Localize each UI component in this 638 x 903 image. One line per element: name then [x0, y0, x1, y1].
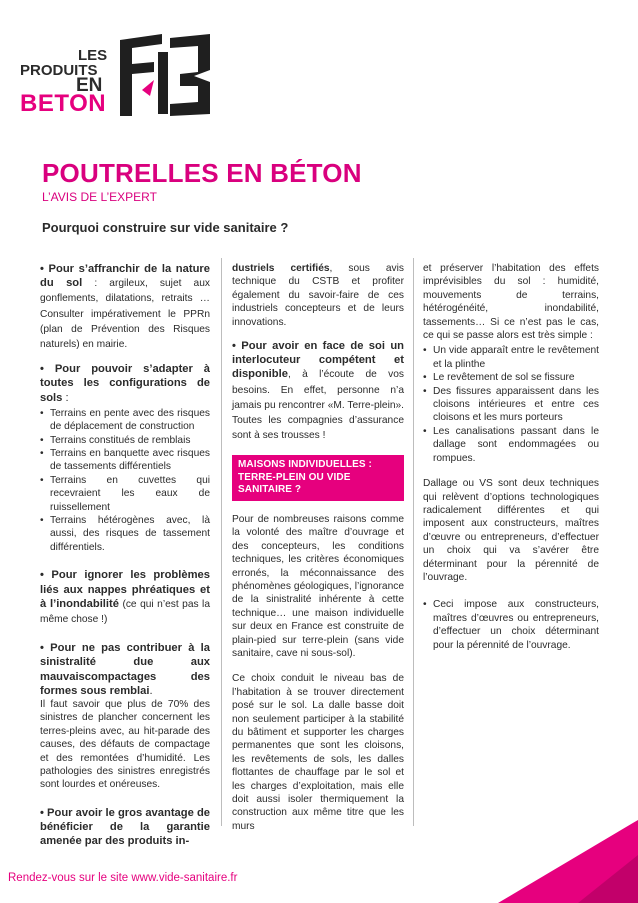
col2-heading-2 [232, 339, 404, 443]
footer-website-link[interactable]: Rendez-vous sur le site www.vide-sanitaire.fr [8, 872, 238, 884]
col1-heading-2-tail: : [62, 391, 69, 404]
col2-heading-2-text: • Pour avoir en face de soi un interlocuteur compétent et disponible [232, 340, 404, 381]
list-item: • Le revêtement de sol se fissure [423, 371, 599, 384]
col1-heading-5: • Pour avoir le gros avantage de bénéficier de la garantie amenée par des produits in- [40, 806, 210, 848]
page-subtitle: L’AVIS DE L’EXPERT [42, 190, 157, 204]
list-item: • Terrains hétérogènes avec, là aussi, des risques de tassement différentiels. [40, 514, 210, 554]
list-item: • Ceci impose aux constructeurs, maîtres d’œuvres ou entrepreneurs, d’effectuer un choix déterminant pour la pérennité de l’ouvrage. [423, 598, 599, 652]
col3-conclusion-list [423, 598, 599, 652]
column-3 [423, 262, 599, 652]
col2-paragraph-3: Pour de nombreuses raisons comme la volonté des maître d’ouvrage et des concepteurs, les conditions techniques, les critères économiques erronés, la méconnaissance des phénomènes géologiques, l’ignorance de la sinistralité inhérente à cette technique… une maison individuelle sur deux en France est construite de plain-pied sur terre-plein (sans vide sanitaire, cave ni sous-sol). [232, 513, 404, 660]
col1-paragraph-4: Il faut savoir que plus de 70% des sinistres de plancher concernent les terres-pleins avec, au hit-parade des causes, des défauts de compactage et des remontées d’humidité. Les pathologies des sinistres enregistrés sont lourdes et onéreuses. [40, 698, 210, 791]
list-item: • Les canalisations passant dans le dallage sont endommagées ou rompues. [423, 425, 599, 465]
fib-monogram-icon [114, 30, 214, 120]
list-item: • Un vide apparaît entre le revêtement et la plinthe [423, 344, 599, 371]
col2-paragraph-2: , à l’écoute de vos besoins. En effet, personne n’a jamais pu rencontrer «M. Terre-plein». Toutes les compagnies d’assurance sont à ses trousses ! [232, 369, 404, 442]
list-item: • Terrains en pente avec des risques de déplacement de construction [40, 407, 210, 434]
column-1 [40, 262, 210, 848]
logo-produits: PRODUITS [20, 62, 98, 79]
col1-heading-4-text: • Pour ne pas contribuer à la sinistralité due aux mauvaiscompactages des formes sous remblai [40, 642, 210, 697]
col1-heading-3-tail: (ce qui n’est pas la même chose !) [40, 598, 210, 625]
col1-heading-3-text: • Pour ignorer les problèmes liés aux nappes phréatiques et à l’inondabilité [40, 569, 210, 610]
column-divider [221, 258, 222, 826]
col2-paragraph-1-text: , sous avis technique du CSTB et profiter également du savoir-faire de ces industriels concepteurs et de leurs innovations. [232, 263, 404, 328]
col1-heading-2 [40, 362, 210, 405]
column-2 [232, 262, 404, 833]
list-item: • Terrains en cuvettes qui recevraient les eaux de ruissellement [40, 474, 210, 514]
col1-heading-4-tail: . [149, 684, 153, 697]
col1-terrain-list [40, 407, 210, 554]
col1-heading-2-text: • Pour pouvoir s’adapter à toutes les configurations de sols [40, 363, 210, 404]
section-band: MAISONS INDIVIDUELLES : TERRE-PLEIN OU VIDE SANITAIRE ? [232, 455, 404, 501]
page-title: POUTRELLES EN BÉTON [42, 158, 362, 188]
col1-heading-1-text: • Pour s’affranchir de la nature du sol [40, 263, 210, 290]
col1-paragraph-1: : argileux, sujet aux gonflements, dilatations, retraits … Consulter impérativement le PPRn (plan de Prévention des Risques naturels) en mairie. [40, 278, 210, 351]
col3-paragraph-2: Dallage ou VS sont deux techniques qui relèvent d’options technologiques radicalement différentes et qui imposent aux constructeurs, maîtres d’œuvre ou entrepreneurs, d’effectuer un choix qui va s’avérer être déterminant pour la pérennité de l’ouvrage. [423, 478, 599, 583]
column-divider [413, 258, 414, 826]
col2-bold-lead: dustriels certifiés [232, 263, 330, 274]
col3-effects-list [423, 344, 599, 465]
col3-paragraph-1: et préserver l’habitation des effets imprévisibles du sol : humidité, mouvements de terrains, hétérogénéité, inondabilité, tassements… Si ce n’est pas le cas, ce qui se passe alors est très simple : [423, 263, 599, 342]
list-item: • Terrains constitués de remblais [40, 434, 210, 447]
col2-paragraph-1 [232, 262, 404, 329]
list-item: • Terrains en banquette avec risques de tassements différentiels [40, 447, 210, 474]
col1-heading-3 [40, 568, 210, 627]
section-question: Pourquoi construire sur vide sanitaire ? [42, 220, 289, 235]
col1-heading-1 [40, 262, 210, 352]
col1-heading-4 [40, 641, 210, 698]
list-item: • Des fissures apparaissent dans les cloisons intérieures et entre ces cloisons et les murs porteurs [423, 385, 599, 425]
col2-paragraph-4: Ce choix conduit le niveau bas de l’habitation à se trouver directement posé sur le sol. La dalle basse doit non seulement participer à la stabilité du bâtiment et supporter les charges permanentes que sont les cloisons, les revêtements de sols, les dalles flottantes de chauffage par le sol et les charges d’exploitation, mais elle doit aussi isoler thermiquement la construction aux même titre que les murs [232, 673, 404, 832]
corner-decoration [458, 800, 638, 903]
brand-logo [18, 30, 218, 120]
logo-en: EN [76, 75, 103, 96]
logo-beton: BETON [20, 90, 107, 117]
logo-les: LES [78, 47, 108, 64]
